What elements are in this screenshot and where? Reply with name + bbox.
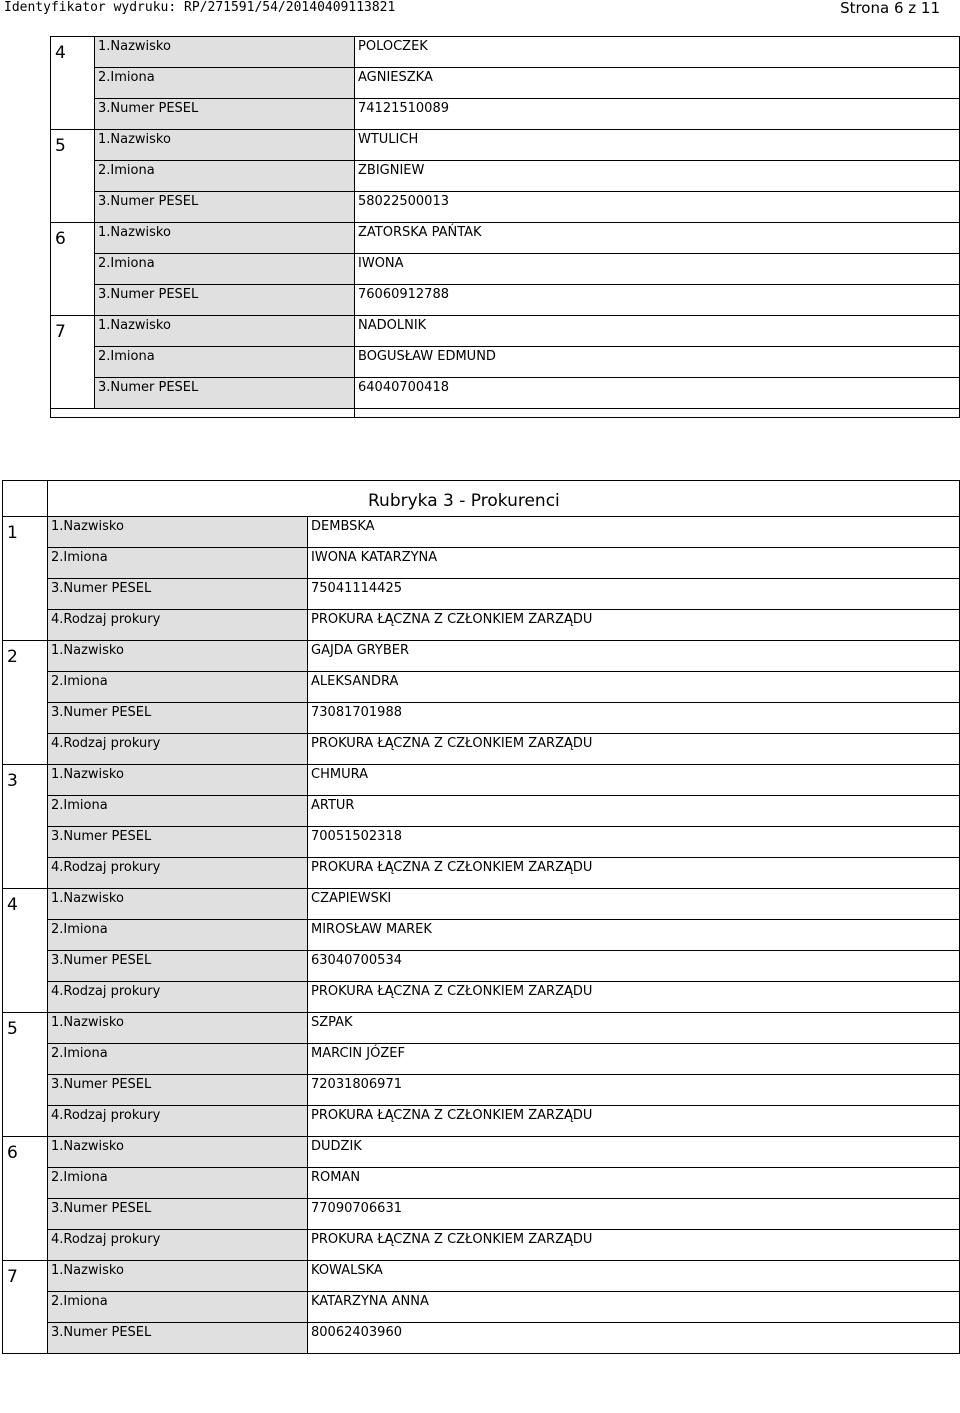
- entry-number: 7: [3, 1261, 48, 1354]
- field-label: 2.Imiona: [48, 796, 308, 827]
- field-value-imiona: IWONA: [355, 254, 960, 285]
- blank-row: [51, 409, 960, 418]
- field-value-pesel: 76060912788: [355, 285, 960, 316]
- print-identifier: Identyfikator wydruku: RP/271591/54/20140409113821: [4, 0, 396, 15]
- field-label: 1.Nazwisko: [95, 223, 355, 254]
- table-row: [3, 1323, 960, 1354]
- field-value-nazwisko: WTULICH: [355, 130, 960, 161]
- entry-number: 5: [3, 1013, 48, 1137]
- table-row: [51, 223, 960, 254]
- table-row: [51, 254, 960, 285]
- table-row: [3, 703, 960, 734]
- field-label: 2.Imiona: [48, 1292, 308, 1323]
- table-row: [3, 858, 960, 889]
- table-row: [3, 889, 960, 920]
- field-value-rodzaj: PROKURA ŁĄCZNA Z CZŁONKIEM ZARZĄDU: [308, 1230, 960, 1261]
- entry-number: 4: [3, 889, 48, 1013]
- field-label: 3.Numer PESEL: [95, 99, 355, 130]
- table-row: [3, 548, 960, 579]
- field-label: 1.Nazwisko: [48, 517, 308, 548]
- table-row: [51, 161, 960, 192]
- field-value-imiona: MIROSŁAW MAREK: [308, 920, 960, 951]
- table-row: [3, 1106, 960, 1137]
- field-label: 3.Numer PESEL: [48, 1323, 308, 1354]
- field-label: 1.Nazwisko: [48, 1013, 308, 1044]
- entry-number: 2: [3, 641, 48, 765]
- table-row: [3, 1137, 960, 1168]
- field-value-pesel: 77090706631: [308, 1199, 960, 1230]
- table-row: [3, 1044, 960, 1075]
- entry-number: 1: [3, 517, 48, 641]
- entry-number: 6: [51, 223, 95, 316]
- field-label: 1.Nazwisko: [48, 1261, 308, 1292]
- field-value-pesel: 74121510089: [355, 99, 960, 130]
- table-row: [51, 99, 960, 130]
- field-value-imiona: ZBIGNIEW: [355, 161, 960, 192]
- field-label: 2.Imiona: [48, 1044, 308, 1075]
- field-value-pesel: 72031806971: [308, 1075, 960, 1106]
- field-label: 2.Imiona: [48, 1168, 308, 1199]
- table-row: [3, 610, 960, 641]
- table-row: [51, 316, 960, 347]
- field-value-pesel: 80062403960: [308, 1323, 960, 1354]
- field-label: 3.Numer PESEL: [48, 579, 308, 610]
- field-value-pesel: 64040700418: [355, 378, 960, 409]
- field-value-pesel: 75041114425: [308, 579, 960, 610]
- field-label: 3.Numer PESEL: [95, 192, 355, 223]
- field-label: 3.Numer PESEL: [95, 378, 355, 409]
- field-label: 4.Rodzaj prokury: [48, 982, 308, 1013]
- field-label: 1.Nazwisko: [48, 1137, 308, 1168]
- field-value-nazwisko: KOWALSKA: [308, 1261, 960, 1292]
- entry-number: 3: [3, 765, 48, 889]
- field-value-nazwisko: GAJDA GRYBER: [308, 641, 960, 672]
- table-row: [3, 1013, 960, 1044]
- field-value-pesel: 73081701988: [308, 703, 960, 734]
- field-value-rodzaj: PROKURA ŁĄCZNA Z CZŁONKIEM ZARZĄDU: [308, 858, 960, 889]
- field-value-rodzaj: PROKURA ŁĄCZNA Z CZŁONKIEM ZARZĄDU: [308, 610, 960, 641]
- field-label: 3.Numer PESEL: [48, 827, 308, 858]
- field-value-imiona: ALEKSANDRA: [308, 672, 960, 703]
- field-value-pesel: 63040700534: [308, 951, 960, 982]
- entry-number: 4: [51, 37, 95, 130]
- field-label: 4.Rodzaj prokury: [48, 610, 308, 641]
- field-label: 2.Imiona: [95, 68, 355, 99]
- table-row: [3, 1075, 960, 1106]
- field-value-nazwisko: SZPAK: [308, 1013, 960, 1044]
- table-row: [3, 1292, 960, 1323]
- field-value-imiona: ROMAN: [308, 1168, 960, 1199]
- persons-table: [50, 36, 960, 418]
- table-row: [3, 951, 960, 982]
- field-value-imiona: MARCIN JÓZEF: [308, 1044, 960, 1075]
- field-label: 2.Imiona: [48, 920, 308, 951]
- field-value-rodzaj: PROKURA ŁĄCZNA Z CZŁONKIEM ZARZĄDU: [308, 1106, 960, 1137]
- table-row: [3, 641, 960, 672]
- field-label: 1.Nazwisko: [48, 889, 308, 920]
- field-value-imiona: ARTUR: [308, 796, 960, 827]
- field-label: 3.Numer PESEL: [95, 285, 355, 316]
- field-value-nazwisko: POLOCZEK: [355, 37, 960, 68]
- field-value-nazwisko: ZATORSKA PAŃTAK: [355, 223, 960, 254]
- field-label: 3.Numer PESEL: [48, 703, 308, 734]
- field-label: 2.Imiona: [95, 161, 355, 192]
- field-label: 2.Imiona: [95, 254, 355, 285]
- table-row: [51, 192, 960, 223]
- table-row: [51, 285, 960, 316]
- table-row: [3, 517, 960, 548]
- field-value-rodzaj: PROKURA ŁĄCZNA Z CZŁONKIEM ZARZĄDU: [308, 734, 960, 765]
- field-label: 4.Rodzaj prokury: [48, 1106, 308, 1137]
- table-row: [3, 1261, 960, 1292]
- field-value-imiona: BOGUSŁAW EDMUND: [355, 347, 960, 378]
- field-value-pesel: 70051502318: [308, 827, 960, 858]
- section-title: Rubryka 3 - Prokurenci: [48, 481, 960, 517]
- field-label: 3.Numer PESEL: [48, 1199, 308, 1230]
- field-label: 1.Nazwisko: [95, 37, 355, 68]
- field-label: 3.Numer PESEL: [48, 1075, 308, 1106]
- page-header: [0, 0, 960, 18]
- table-row: [3, 796, 960, 827]
- field-value-imiona: AGNIESZKA: [355, 68, 960, 99]
- field-value-pesel: 58022500013: [355, 192, 960, 223]
- field-value-nazwisko: NADOLNIK: [355, 316, 960, 347]
- field-label: 4.Rodzaj prokury: [48, 1230, 308, 1261]
- table-row: [51, 378, 960, 409]
- field-label: 3.Numer PESEL: [48, 951, 308, 982]
- table-row: [3, 734, 960, 765]
- field-label: 2.Imiona: [48, 672, 308, 703]
- table-row: [51, 347, 960, 378]
- table-row: [51, 68, 960, 99]
- field-value-nazwisko: CHMURA: [308, 765, 960, 796]
- entry-number: 6: [3, 1137, 48, 1261]
- table-row: [3, 920, 960, 951]
- field-value-nazwisko: DEMBSKA: [308, 517, 960, 548]
- field-label: 2.Imiona: [48, 548, 308, 579]
- field-label: 1.Nazwisko: [95, 130, 355, 161]
- field-value-nazwisko: CZAPIEWSKI: [308, 889, 960, 920]
- table-row: [3, 1168, 960, 1199]
- table-row: [3, 672, 960, 703]
- prokurenci-table: [2, 480, 960, 1354]
- field-value-nazwisko: DUDZIK: [308, 1137, 960, 1168]
- table-row: [51, 37, 960, 68]
- table-row: [51, 130, 960, 161]
- field-value-rodzaj: PROKURA ŁĄCZNA Z CZŁONKIEM ZARZĄDU: [308, 982, 960, 1013]
- table-row: [3, 579, 960, 610]
- field-label: 1.Nazwisko: [95, 316, 355, 347]
- page-number: Strona 6 z 11: [840, 0, 940, 17]
- table-row: [3, 765, 960, 796]
- entry-number: 5: [51, 130, 95, 223]
- field-label: 4.Rodzaj prokury: [48, 858, 308, 889]
- table-row: [3, 827, 960, 858]
- field-label: 1.Nazwisko: [48, 765, 308, 796]
- table-row: [3, 1199, 960, 1230]
- field-label: 4.Rodzaj prokury: [48, 734, 308, 765]
- field-label: 2.Imiona: [95, 347, 355, 378]
- field-value-imiona: IWONA KATARZYNA: [308, 548, 960, 579]
- field-label: 1.Nazwisko: [48, 641, 308, 672]
- table-row: [3, 982, 960, 1013]
- entry-number: 7: [51, 316, 95, 409]
- table-row: [3, 1230, 960, 1261]
- field-value-imiona: KATARZYNA ANNA: [308, 1292, 960, 1323]
